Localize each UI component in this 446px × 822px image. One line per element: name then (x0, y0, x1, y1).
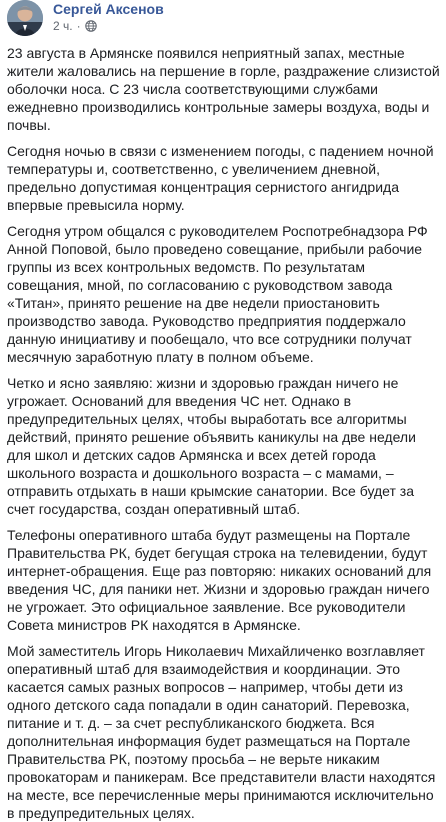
post-timestamp[interactable]: 2 ч. (53, 19, 73, 33)
avatar[interactable] (7, 0, 43, 36)
avatar-photo-icon (7, 0, 43, 36)
post-paragraph: Четко и ясно заявляю: жизни и здоровью граждан ничего не угрожает. Оснований для введения ЧС нет. Однако в предупредительных целях, чтобы выработать все алгоритмы действий, принято решение объявить каникулы на две недели для школ и детских садов Армянска и всех детей города школьного возраста и дошкольного возраста – с мамами, – отправить отдыхать в наши крымские санатории. Все будет за счет государства, создан оперативный штаб. (7, 375, 416, 517)
post-paragraph: Мой заместитель Игорь Николаевич Михайличенко возглавляет оперативный штаб для взаимодействия и координации. Это касается самых разных вопросов – например, чтобы дети из одного детского сада попадали в один санаторий. Перевозка, питание и т. д. – за счет республиканского бюджета. Вся дополнительная информация будет размещаться на Портале Правительства РК, поэтому просьба – не верьте никаким провокаторам и паникерам. Все представители власти находятся на месте, все перечисленные меры принимаются исключительно в предупредительных целях. (7, 643, 436, 821)
post-header (7, 0, 440, 42)
post-meta (53, 0, 164, 34)
post-paragraph: Сегодня утром общался с руководителем Роспотребнадзора РФ Анной Поповой, было проведено совещание, прибыли рабочие группы из всех контрольных ведомств. По результатам совещания, мной, по согласованию с руководством завода «Титан», принято решение на две недели приостановить производство завода. Руководство предприятия поддержало данную инициативу и пообещало, что все сотрудники получат месячную заработную плату в полном объеме. (7, 223, 428, 365)
author-name[interactable]: Сергей Аксенов (53, 1, 164, 17)
post-subline (53, 18, 164, 34)
globe-icon[interactable] (85, 20, 97, 32)
separator-dot: · (76, 19, 81, 33)
post-paragraph: Сегодня ночью в связи с изменением погоды, с падением ночной температуры и, соответственно, с увеличением дневной, предельно допустимая концентрация сернистого ангидрида впервые превысила норму. (7, 143, 434, 213)
post-paragraph: Телефоны оперативного штаба будут размещены на Портале Правительства РК, будет бегущая строка на телевидении, будут интернет-обращения. Еще раз повторяю: никаких оснований для введения ЧС, для паники нет. Жизни и здоровью граждан ничего не угрожает. Это официальное заявление. Все руководители Совета министров РК находятся в Армянске. (7, 527, 432, 633)
post-body (7, 42, 440, 822)
post-paragraph: 23 августа в Армянске появился неприятный запах, местные жители жаловались на першение в горле, раздражение слизистой оболочки носа. С 23 числа соответствующими службами ежедневно производились контрольные замеры воздуха, воды и почвы. (7, 45, 440, 133)
